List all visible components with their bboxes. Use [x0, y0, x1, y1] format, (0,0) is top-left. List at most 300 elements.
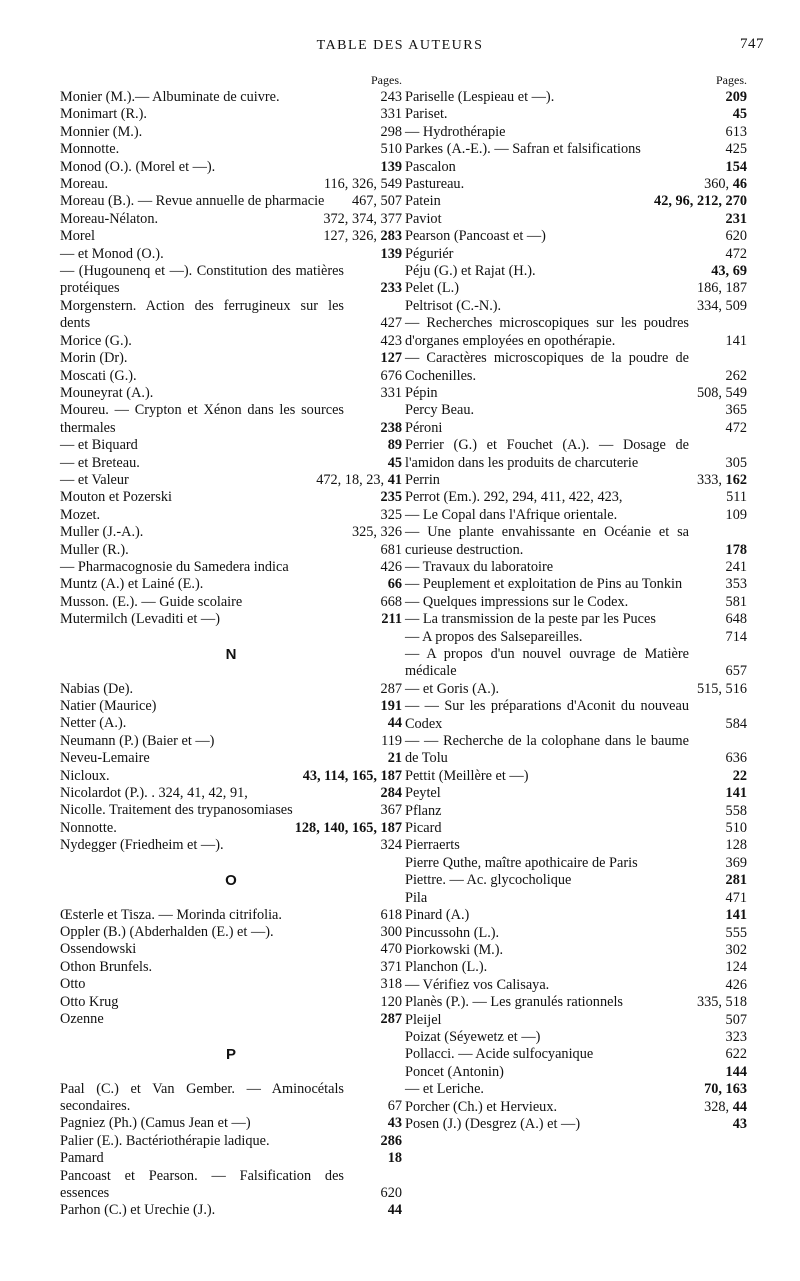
- entry-pages: [377, 698, 402, 715]
- entry-text: Piettre. — Ac. glycocholique: [405, 872, 572, 889]
- index-entry: [405, 263, 747, 280]
- page-ref: 325: [380, 506, 402, 523]
- page-ref: 326: [380, 524, 402, 541]
- entry-pages: [722, 246, 747, 263]
- entry-pages: [722, 1029, 747, 1046]
- index-entry: [60, 959, 402, 976]
- index-entry: [405, 298, 747, 315]
- entry-pages: [722, 820, 747, 837]
- index-entry: [60, 681, 402, 698]
- section-letter: P: [225, 1045, 236, 1063]
- entry-text: — Une plante envahissante en Océanie et sa curieuse destruction.: [405, 524, 689, 558]
- entry-text: Piorkowski (M.).: [405, 941, 504, 958]
- page-ref: 187: [380, 767, 402, 784]
- entry-pages: [722, 1012, 747, 1029]
- entry-text: Otto: [60, 976, 86, 993]
- entry-pages: [377, 837, 402, 854]
- index-entry: [405, 420, 747, 437]
- entry-text: Pierraerts: [405, 837, 460, 854]
- index-entry: [405, 1029, 747, 1046]
- index-entry: [405, 507, 747, 524]
- index-entry: [405, 768, 747, 785]
- index-entry: [405, 280, 747, 297]
- entry-text: — Recherches microscopiques sur les poudres d'organes employées en opothérapie.: [405, 315, 689, 349]
- entry-text: Paal (C.) et Van Gember. — Aminocétals secondaires.: [60, 1080, 344, 1114]
- page-ref: 141: [725, 785, 747, 802]
- index-entry: [60, 124, 402, 141]
- entry-pages: [377, 333, 402, 350]
- page-ref: 472, 18, 23,: [316, 471, 385, 488]
- entry-pages: [650, 193, 747, 210]
- page-ref: 426: [380, 558, 402, 575]
- entry-pages: [722, 872, 747, 889]
- entry-text: Pariselle (Lespieau et —).: [405, 89, 555, 105]
- index-entry: [405, 646, 747, 681]
- index-entry: [60, 89, 402, 106]
- entry-text: Perrot (Em.). 292, 294, 411, 422, 423,: [405, 489, 623, 506]
- entry-pages: [693, 385, 747, 402]
- index-entry: [60, 941, 402, 958]
- entry-text: Morice (G.).: [60, 332, 132, 349]
- index-entry: [60, 350, 402, 367]
- page-ref: 287: [380, 680, 402, 697]
- entry-pages: [377, 802, 402, 819]
- page-ref: 657: [725, 663, 747, 680]
- entry-pages: [377, 507, 402, 524]
- page-ref: 365: [725, 402, 747, 419]
- entry-pages: [722, 507, 747, 524]
- entry-text: Moreau-Nélaton.: [60, 210, 159, 227]
- entry-text: Planès (P.). — Les granulés rationnels: [405, 994, 623, 1011]
- page-ref: 238: [380, 419, 402, 436]
- page-ref: 45: [387, 454, 402, 471]
- index-entry: [60, 263, 402, 298]
- page-ref: 648: [725, 611, 747, 628]
- entry-pages: [722, 159, 747, 176]
- index-entry: [405, 855, 747, 872]
- page-ref: 235: [380, 489, 402, 506]
- entry-text: Moureu. — Crypton et Xénon dans les sources thermales: [60, 402, 344, 436]
- page-ref: 511: [726, 489, 747, 506]
- index-entry: [405, 803, 747, 820]
- entry-pages: [319, 211, 402, 228]
- index-entry: [405, 437, 747, 472]
- index-entry: [60, 1168, 402, 1203]
- entry-text: Morgenstern. Action des ferrugineux sur les dents: [60, 297, 344, 332]
- index-entry: [405, 733, 747, 768]
- page-ref: 549: [725, 384, 747, 401]
- page-ref: 43, 114, 165,: [302, 767, 377, 784]
- index-entry: [405, 246, 747, 263]
- entry-pages: [722, 542, 747, 559]
- index-entry: [405, 594, 747, 611]
- entry-text: — Caractères microscopiques de la poudre de Cochenilles.: [405, 350, 689, 384]
- page-ref: 139: [380, 245, 402, 262]
- entry-text: Monimart (R.).: [60, 106, 147, 123]
- entry-pages: [722, 89, 747, 106]
- page-ref: 287: [380, 1011, 402, 1028]
- page-ref: 507: [725, 1011, 747, 1028]
- page-ref: 302: [725, 941, 747, 958]
- entry-text: Pflanz: [405, 802, 442, 819]
- page-ref: 372, 374,: [323, 210, 377, 227]
- entry-text: Ozenne: [60, 1011, 104, 1028]
- page-ref: 681: [380, 541, 402, 558]
- index-entry: [405, 159, 747, 176]
- page-ref: 262: [725, 367, 747, 384]
- page-ref: 178: [725, 541, 747, 558]
- page-ref: 618: [380, 906, 402, 923]
- index-entry: [60, 924, 402, 941]
- index-entry: [405, 1064, 747, 1081]
- page-ref: 636: [725, 750, 747, 767]
- entry-text: Moreau.: [60, 176, 109, 193]
- entry-pages: [377, 1133, 402, 1150]
- entry-pages: [722, 716, 747, 733]
- page-ref: 43,: [711, 263, 730, 280]
- entry-text: Mouneyrat (A.).: [60, 384, 154, 401]
- entry-pages: [722, 959, 747, 976]
- entry-pages: [348, 524, 402, 541]
- page-ref: 116, 326,: [323, 176, 377, 193]
- page-ref: 70,: [704, 1081, 722, 1098]
- entry-text: — Vérifiez vos Calisaya.: [405, 976, 550, 993]
- entry-pages: [722, 837, 747, 854]
- entry-pages: [377, 124, 402, 141]
- index-entry: [60, 489, 402, 506]
- index-entry: [60, 1150, 402, 1167]
- entry-text: Pierre Quthe, maître apothicaire de Paris: [405, 854, 638, 871]
- page-ref: 507: [380, 193, 402, 210]
- page-ref: 286: [380, 1132, 402, 1149]
- page-ref: 300: [380, 924, 402, 941]
- entry-pages: [377, 246, 402, 263]
- index-entry: [405, 228, 747, 245]
- page-ref: 270: [725, 193, 747, 210]
- entry-text: Pila: [405, 889, 428, 906]
- entry-pages: [729, 106, 747, 123]
- page-ref: 335,: [696, 994, 722, 1011]
- entry-text: Monier (M.).— Albuminate de cuivre.: [60, 89, 280, 105]
- index-entry: [60, 576, 402, 593]
- entry-pages: [729, 768, 747, 785]
- entry-pages: [377, 368, 402, 385]
- page-ref: 44: [387, 715, 402, 732]
- entry-pages: [722, 368, 747, 385]
- entry-pages: [722, 228, 747, 245]
- entry-pages: [722, 211, 747, 228]
- entry-text: — et Leriche.: [405, 1081, 484, 1098]
- index-entry: [405, 559, 747, 576]
- entry-text: Nicloux.: [60, 767, 110, 784]
- entry-pages: [377, 959, 402, 976]
- page-ref: 620: [380, 1184, 402, 1201]
- index-entry: [405, 141, 747, 158]
- index-entry: [60, 385, 402, 402]
- page-ref: 371: [380, 958, 402, 975]
- page-ref: 21: [387, 750, 402, 767]
- index-entry: [60, 559, 402, 576]
- entry-text: Péguriér: [405, 245, 454, 262]
- page-ref: 668: [380, 593, 402, 610]
- entry-pages: [377, 1011, 402, 1028]
- index-entry: [405, 211, 747, 228]
- page-ref: 470: [380, 941, 402, 958]
- entry-text: Othon Brunfels.: [60, 958, 153, 975]
- entry-pages: [377, 785, 402, 802]
- page-ref: 331: [380, 106, 402, 123]
- index-entry: [60, 176, 402, 193]
- entry-pages: [729, 1116, 747, 1133]
- index-entry: [405, 472, 747, 489]
- page-ref: 241: [725, 558, 747, 575]
- index-entry: [60, 368, 402, 385]
- entry-text: Pépin: [405, 384, 438, 401]
- entry-text: — Travaux du laboratoire: [405, 558, 554, 575]
- entry-text: Pleijel: [405, 1011, 442, 1028]
- entry-text: Palier (E.). Bactériothérapie ladique.: [60, 1132, 270, 1149]
- entry-pages: [384, 1150, 402, 1167]
- page-ref: 471: [725, 889, 747, 906]
- entry-pages: [722, 785, 747, 802]
- entry-text: Porcher (Ch.) et Hervieux.: [405, 1098, 558, 1115]
- entry-pages: [312, 472, 402, 489]
- index-entry: [60, 715, 402, 732]
- entry-text: — A propos des Salsepareilles.: [405, 628, 583, 645]
- entry-text: Péroni: [405, 419, 443, 436]
- entry-pages: [377, 350, 402, 367]
- page-ref: 509: [725, 297, 747, 314]
- entry-pages: [377, 489, 402, 506]
- entry-text: Pamard: [60, 1150, 104, 1167]
- index-entry: [405, 576, 747, 593]
- index-entry: [60, 907, 402, 924]
- page-ref: 43: [387, 1115, 402, 1132]
- entry-text: — et Breteau.: [60, 454, 140, 471]
- pages-column-header: Pages.: [716, 73, 747, 87]
- entry-pages: [722, 803, 747, 820]
- entry-text: Mozet.: [60, 506, 101, 523]
- index-entry: [60, 820, 402, 837]
- entry-pages: [722, 1064, 747, 1081]
- page-ref: 423: [380, 332, 402, 349]
- entry-pages: [377, 542, 402, 559]
- index-entry: [60, 1081, 402, 1116]
- entry-pages: [384, 750, 402, 767]
- entry-text: Oppler (B.) (Abderhalden (E.) et —).: [60, 924, 274, 941]
- entry-text: Pollacci. — Acide sulfocyanique: [405, 1046, 594, 1063]
- index-entry: [60, 542, 402, 559]
- entry-text: Pearson (Pancoast et —): [405, 228, 546, 245]
- entry-pages: [384, 715, 402, 732]
- entry-pages: [722, 942, 747, 959]
- index-entry: [60, 524, 402, 541]
- entry-text: Poncet (Antonin): [405, 1063, 504, 1080]
- page-ref: 426: [725, 976, 747, 993]
- entry-text: — — Sur les préparations d'Aconit du nouveau Codex: [405, 698, 689, 732]
- entry-text: Percy Beau.: [405, 402, 475, 419]
- page-ref: 139: [380, 158, 402, 175]
- index-entry: [405, 176, 747, 193]
- entry-text: Muller (R.).: [60, 541, 129, 558]
- page-ref: 714: [725, 628, 747, 645]
- entry-text: — et Biquard: [60, 437, 138, 454]
- entry-text: — Pharmacognosie du Samedera indica: [60, 558, 289, 575]
- entry-pages: [377, 385, 402, 402]
- entry-text: Patein: [405, 193, 441, 210]
- page-ref: 67: [387, 1097, 402, 1114]
- index-entry: [405, 942, 747, 959]
- entry-text: Moreau (B.). — Revue annuelle de pharmacie: [60, 193, 325, 210]
- entry-pages: [377, 976, 402, 993]
- index-entry: [405, 785, 747, 802]
- entry-text: Mutermilch (Levaditi et —): [60, 611, 220, 628]
- index-entry: [405, 698, 747, 733]
- entry-text: Musson. (E.). — Guide scolaire: [60, 593, 243, 610]
- index-entry: [60, 994, 402, 1011]
- index-entry: [405, 193, 747, 210]
- entry-text: Morel: [60, 228, 95, 245]
- page-ref: 515,: [696, 680, 722, 697]
- entry-pages: [722, 576, 747, 593]
- entry-pages: [722, 907, 747, 924]
- page-ref: 44: [732, 1098, 747, 1115]
- index-entry: [60, 750, 402, 767]
- page-ref: 284: [380, 785, 402, 802]
- index-entry: [405, 1116, 747, 1133]
- entry-text: Pastureau.: [405, 176, 465, 193]
- entry-pages: [377, 1185, 402, 1202]
- index-entry: [60, 455, 402, 472]
- entry-text: Monod (O.). (Morel et —).: [60, 158, 216, 175]
- page-ref: 141: [725, 332, 747, 349]
- index-entry: [405, 350, 747, 385]
- entry-text: Paviot: [405, 210, 442, 227]
- page-ref: 120: [380, 993, 402, 1010]
- entry-pages: [384, 1098, 402, 1115]
- page-ref: 613: [725, 123, 747, 140]
- page-ref: 128, 140, 165,: [294, 819, 377, 836]
- entry-text: Pelet (L.): [405, 280, 459, 297]
- page-ref: 283: [380, 228, 402, 245]
- entry-text: Pagniez (Ph.) (Camus Jean et —): [60, 1115, 251, 1132]
- index-entry: [405, 959, 747, 976]
- page-ref: 510: [725, 820, 747, 837]
- page-ref: 324: [380, 837, 402, 854]
- entry-pages: [384, 1202, 402, 1219]
- entry-pages: [722, 141, 747, 158]
- index-entry: [60, 768, 402, 785]
- page-ref: 510: [380, 141, 402, 158]
- page-ref: 41: [387, 471, 402, 488]
- entry-pages: [693, 681, 747, 698]
- page-ref: 233: [380, 280, 402, 297]
- entry-text: Pariset.: [405, 106, 448, 123]
- index-entry: [405, 925, 747, 942]
- page-ref: 676: [380, 367, 402, 384]
- index-entry: [60, 437, 402, 454]
- entry-text: Neumann (P.) (Baier et —): [60, 732, 215, 749]
- entry-text: — et Monod (O.).: [60, 245, 164, 262]
- entry-text: Nonnotte.: [60, 819, 117, 836]
- entry-text: Perrin: [405, 471, 440, 488]
- page-ref: 154: [725, 158, 747, 175]
- entry-text: Poizat (Séyewetz et —): [405, 1028, 541, 1045]
- index-entry: [405, 524, 747, 559]
- entry-pages: [320, 176, 402, 193]
- index-entry: [405, 994, 747, 1011]
- entry-pages: [377, 924, 402, 941]
- entry-text: Nydegger (Friedheim et —).: [60, 837, 224, 854]
- entry-text: Pettit (Meillère et —): [405, 767, 529, 784]
- page-ref: 367: [380, 802, 402, 819]
- entry-pages: [377, 681, 402, 698]
- page-ref: 186,: [696, 280, 722, 297]
- entry-pages: [722, 402, 747, 419]
- page-ref: 377: [380, 210, 402, 227]
- page-ref: 109: [725, 506, 747, 523]
- entry-pages: [384, 576, 402, 593]
- entry-text: Nicolle. Traitement des trypanosomiases: [60, 802, 293, 819]
- entry-pages: [722, 925, 747, 942]
- section-letter: N: [225, 645, 237, 663]
- index-entry: [405, 402, 747, 419]
- page-ref: 622: [725, 1046, 747, 1063]
- entry-pages: [722, 890, 747, 907]
- index-entry: [60, 141, 402, 158]
- page-ref: 18: [387, 1150, 402, 1167]
- entry-pages: [291, 820, 402, 837]
- entry-pages: [722, 750, 747, 767]
- index-entry: [405, 1012, 747, 1029]
- index-entry: [405, 1046, 747, 1063]
- entry-text: Neveu-Lemaire: [60, 750, 150, 767]
- entry-pages: [377, 941, 402, 958]
- entry-text: Peltrisot (C.-N.).: [405, 297, 502, 314]
- page-ref: 328,: [704, 1098, 730, 1115]
- entry-text: Monnier (M.).: [60, 123, 143, 140]
- page-ref: 331: [380, 384, 402, 401]
- page-ref: 187: [725, 280, 747, 297]
- page-ref: 46: [732, 176, 747, 193]
- entry-pages: [377, 106, 402, 123]
- entry-pages: [693, 298, 747, 315]
- entry-pages: [299, 768, 402, 785]
- page-ref: 467,: [351, 193, 377, 210]
- page-ref: 549: [380, 176, 402, 193]
- entry-pages: [722, 977, 747, 994]
- index-entry: [60, 472, 402, 489]
- section-letter: O: [225, 871, 237, 889]
- index-entry: [60, 611, 402, 628]
- entry-text: — Le Copal dans l'Afrique orientale.: [405, 506, 618, 523]
- index-entry: [60, 246, 402, 263]
- entry-pages: [348, 193, 402, 210]
- index-entry: [60, 298, 402, 333]
- entry-pages: [722, 611, 747, 628]
- entry-text: Picard: [405, 820, 442, 837]
- entry-text: — et Valeur: [60, 471, 129, 488]
- page-ref: 558: [725, 802, 747, 819]
- page-ref: 518: [725, 994, 747, 1011]
- entry-pages: [377, 315, 402, 332]
- entry-text: Pancoast et Pearson. — Falsification des essences: [60, 1167, 344, 1201]
- entry-pages: [377, 733, 402, 750]
- page-ref: 298: [380, 123, 402, 140]
- page-ref: 472: [725, 245, 747, 262]
- entry-text: Otto Krug: [60, 993, 119, 1010]
- entry-pages: [722, 855, 747, 872]
